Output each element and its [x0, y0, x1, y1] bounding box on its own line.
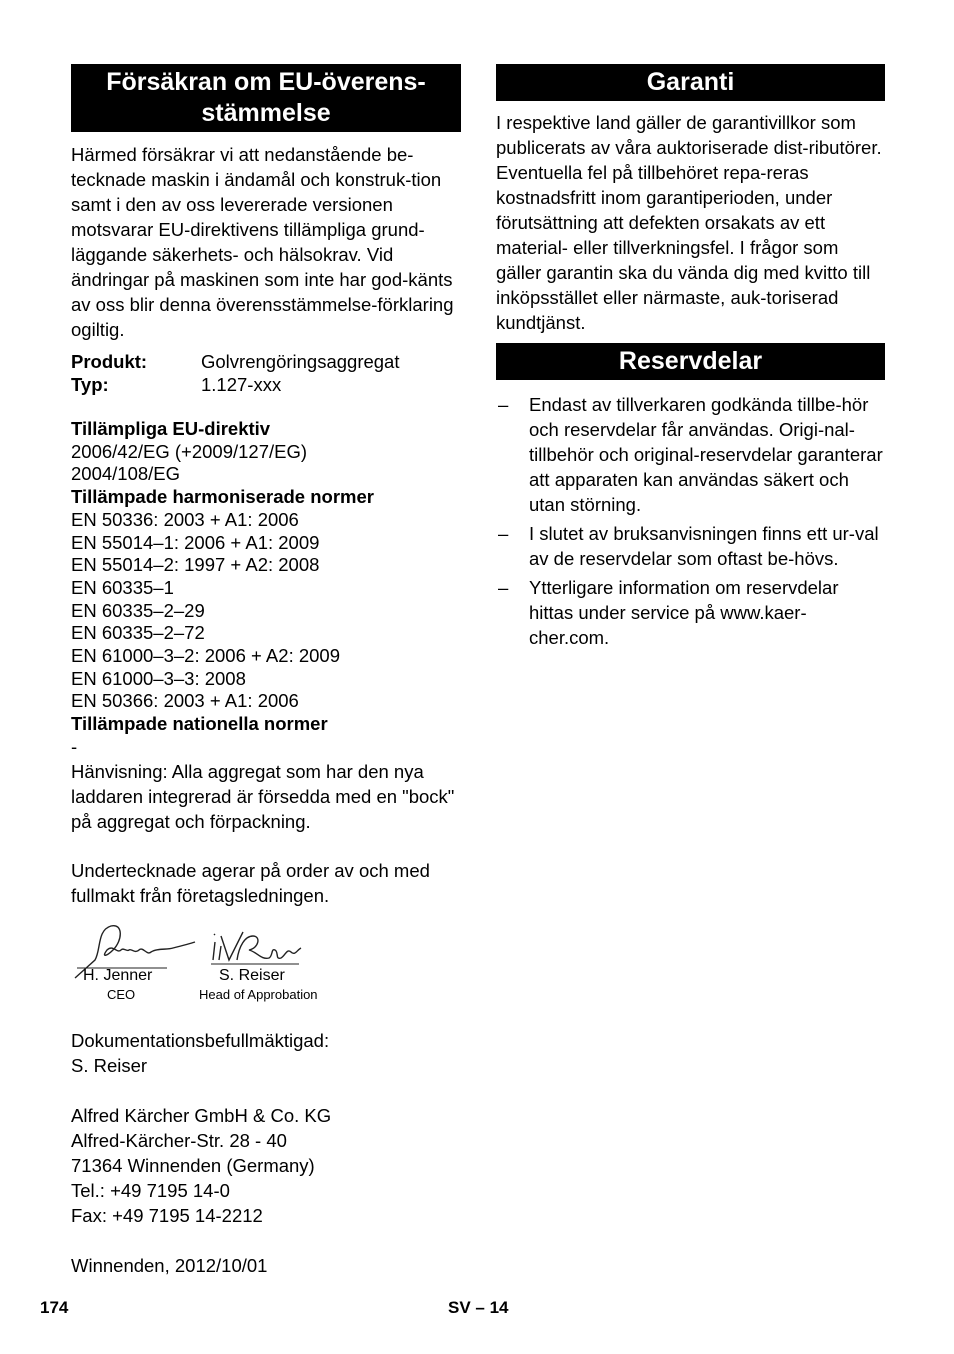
company-address: [71, 1103, 461, 1228]
signatures: [71, 920, 461, 1020]
list-item-text: Endast av tillverkaren godkända tillbe-hör och reservdelar får användas. Origi-nal-tillbehör och original-reservdelar garanterar att apparaten kan användas säkert och utan störning.: [529, 394, 883, 515]
dash-bullet: –: [498, 577, 509, 598]
doc-name: S. Reiser: [71, 1054, 148, 1076]
standard-item: EN 55014–1: 2006 + A1: 2009: [71, 531, 320, 553]
signer2-title: Head of Approbation: [199, 986, 318, 1002]
place-date: Winnenden, 2012/10/01: [71, 1254, 268, 1276]
directive-item: 2004/108/EG: [71, 463, 181, 485]
list-item: [496, 575, 885, 650]
signer2-name: S. Reiser: [219, 966, 285, 984]
directives-heading: Tillämpliga EU-direktiv: [71, 418, 271, 439]
warranty-heading: Garanti: [496, 64, 885, 101]
address-line: Alfred-Kärcher-Str. 28 - 40: [71, 1129, 287, 1151]
section-page: – 14: [475, 1298, 509, 1317]
harmonised-heading: Tillämpade harmoniserade normer: [71, 486, 374, 508]
address-line: Tel.: +49 7195 14-0: [71, 1179, 230, 1201]
declaration-heading: Försäkran om EU-överens-stämmelse: [71, 64, 461, 132]
dash-bullet: –: [498, 394, 509, 415]
page-number: 174: [40, 1298, 69, 1317]
product-row: [71, 350, 461, 373]
list-item-text: Ytterligare information om reservdelar hittas under service på www.kaer-cher.com.: [529, 577, 839, 648]
product-info: [71, 350, 461, 396]
spare-parts-heading: Reservdelar: [496, 343, 885, 380]
language-code: SV: [448, 1298, 471, 1317]
standard-item: EN 61000–3–3: 2008: [71, 667, 246, 689]
language-footer: [448, 1298, 509, 1318]
standard-item: EN 50336: 2003 + A1: 2006: [71, 508, 299, 530]
signature-reiser: [209, 926, 305, 968]
product-value: Golvrengöringsaggregat: [201, 351, 400, 372]
declaration-column: [71, 64, 461, 1278]
address-line: Fax: +49 7195 14-2212: [71, 1204, 263, 1226]
national-heading: Tillämpade nationella normer: [71, 713, 328, 735]
right-column: [496, 64, 885, 654]
signer1-name: H. Jenner: [83, 966, 153, 984]
standards-block: [71, 418, 461, 759]
documentation-contact: [71, 1028, 461, 1078]
doc-label: Dokumentationsbefullmäktigad:: [71, 1029, 330, 1051]
address-line: 71364 Winnenden (Germany): [71, 1154, 315, 1176]
standard-item: EN 61000–3–2: 2006 + A2: 2009: [71, 645, 340, 667]
signed-statement: Undertecknade agerar på order av och med fullmakt från företagsledningen.: [71, 859, 430, 906]
standard-item: EN 60335–1: [71, 576, 174, 598]
directive-item: 2006/42/EG (+2009/127/EG): [71, 440, 308, 462]
address-line: Alfred Kärcher GmbH & Co. KG: [71, 1104, 332, 1126]
charger-note: Hänvisning: Alla aggregat som har den nya laddaren integrerad är försedda med en "bock" på aggregat och förpackning.: [71, 760, 455, 832]
list-item: [496, 392, 885, 517]
standard-item: EN 60335–2–72: [71, 622, 205, 644]
signer1-title: CEO: [107, 986, 136, 1002]
standard-item: EN 60335–2–29: [71, 599, 205, 621]
standard-item: EN 50366: 2003 + A1: 2006: [71, 690, 299, 712]
national-value: -: [71, 735, 78, 757]
declaration-body: Härmed försäkrar vi att nedanstående be-tecknade maskin i ändamål och konstruk-tion samt i den av oss levererade versionen motsvarar EU-direktivens tillämpliga grund-läggande säkerhets- och hälsokrav. Vid ändringar på maskinen som inte har god-känts av oss blir denna överensstämmelse-förklaring ogiltig.: [71, 144, 454, 340]
type-row: [71, 373, 461, 396]
spare-parts-list: [496, 392, 885, 650]
standard-item: EN 55014–2: 1997 + A2: 2008: [71, 554, 320, 576]
list-item: [496, 521, 885, 571]
type-value: 1.127-xxx: [201, 374, 282, 395]
product-label: Produkt:: [71, 351, 148, 372]
type-label: Typ:: [71, 374, 109, 395]
list-item-text: I slutet av bruksanvisningen finns ett ur-val av de reservdelar som oftast be-hövs.: [529, 523, 879, 569]
warranty-body: I respektive land gäller de garantivillkor som publicerats av våra auktoriserade dist-ributörer. Eventuella fel på tillbehöret repa-reras kostnadsfritt inom garantiperioden, under förutsättning att defekten orsakats av ett material- eller tillverkningsfel. I frågor som gäller garantin ska du vända dig med kvitto till inköpsstället eller närmaste, auk-toriserad kundtjänst.: [496, 112, 882, 333]
dash-bullet: –: [498, 523, 509, 544]
